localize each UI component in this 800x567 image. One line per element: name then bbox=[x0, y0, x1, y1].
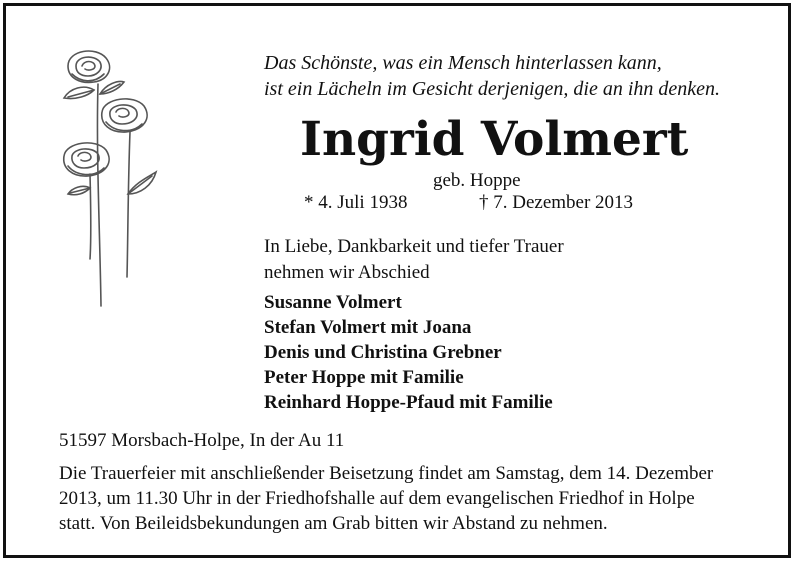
intro-line-2: nehmen wir Abschied bbox=[264, 262, 430, 283]
mourner-item: Peter Hoppe mit Familie bbox=[264, 367, 464, 388]
deceased-name: Ingrid Volmert bbox=[300, 112, 689, 167]
quote-line-2: ist ein Lächeln im Gesicht derjenigen, die an ihn denken. bbox=[264, 78, 721, 100]
birth-date: * 4. Juli 1938 bbox=[304, 192, 408, 213]
roses-icon bbox=[54, 44, 164, 314]
mourner-item: Reinhard Hoppe-Pfaud mit Familie bbox=[264, 392, 553, 413]
mourner-item: Denis und Christina Grebner bbox=[264, 342, 502, 363]
farewell-intro bbox=[264, 234, 684, 286]
family-address: 51597 Morsbach-Holpe, In der Au 11 bbox=[59, 430, 345, 451]
mourner-item: Stefan Volmert mit Joana bbox=[264, 317, 472, 338]
rose-lower-icon bbox=[64, 143, 109, 176]
service-line-2: 2013, um 11.30 Uhr in der Friedhofshalle auf dem evangelischen Friedhof in Holpe bbox=[59, 488, 695, 509]
maiden-name: geb. Hoppe bbox=[433, 170, 521, 191]
service-line-3: statt. Von Beileidsbekundungen am Grab bitten wir Abstand zu nehmen. bbox=[59, 513, 608, 534]
mourner-item: Susanne Volmert bbox=[264, 292, 402, 313]
rose-top-icon bbox=[68, 51, 110, 82]
memorial-quote bbox=[264, 50, 764, 102]
quote-line-1: Das Schönste, was ein Mensch hinterlassen kann, bbox=[264, 52, 662, 74]
service-line-1: Die Trauerfeier mit anschließender Beisetzung findet am Samstag, dem 14. Dezember bbox=[59, 463, 714, 484]
obituary-frame bbox=[3, 3, 791, 558]
death-date: † 7. Dezember 2013 bbox=[479, 192, 634, 213]
funeral-service-info bbox=[59, 461, 779, 536]
mourners-list bbox=[264, 290, 744, 415]
intro-line-1: In Liebe, Dankbarkeit und tiefer Trauer bbox=[264, 236, 564, 257]
rose-middle-icon bbox=[102, 99, 147, 132]
